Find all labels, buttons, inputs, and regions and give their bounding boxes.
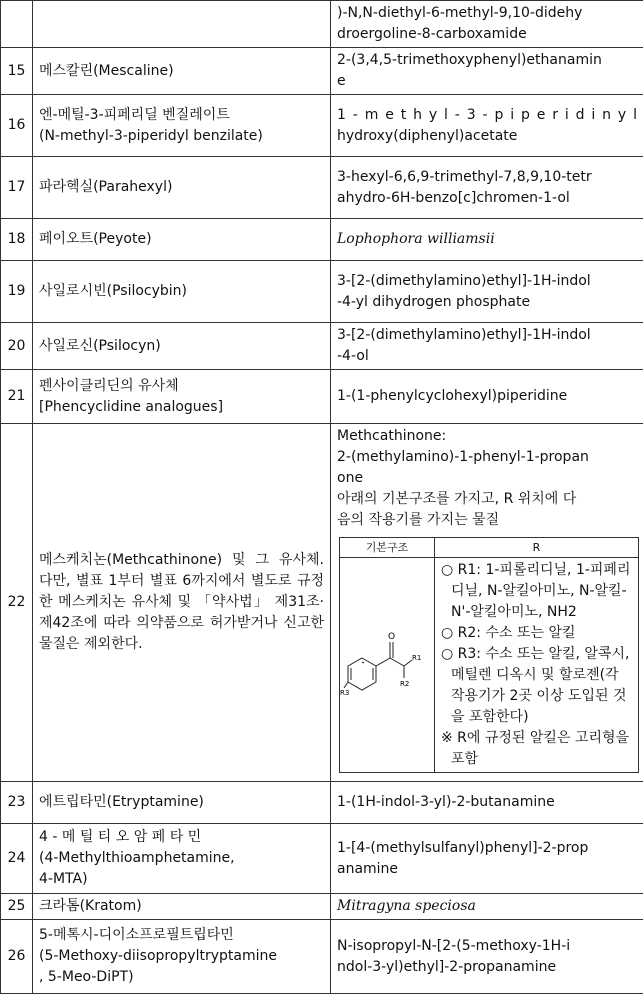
chemical-name [331, 1, 643, 48]
chem-line: 아래의 기본구조를 가지고, R 위치에 다 [337, 489, 637, 510]
row-number: 16 [1, 95, 33, 157]
table-row [1, 782, 643, 824]
korean-name: 페이오트(Peyote) [33, 219, 331, 261]
table-row [1, 219, 643, 261]
table-row [1, 323, 643, 370]
r1-label: R1 [412, 654, 421, 662]
chem-line: 3-hexyl-6,6,9-trimethyl-7,8,9,10-tetr [337, 167, 637, 188]
chemical-name [331, 824, 643, 894]
chem-line: 3-[2-(dimethylamino)ethyl]-1H-indol [337, 325, 637, 346]
chem-line: 음의 작용기를 가지는 물질 [337, 510, 637, 531]
table-row [1, 261, 643, 323]
korean-name: 크라톰(Kratom) [33, 894, 331, 920]
chem-line: 2-(3,4,5-trimethoxyphenyl)ethanamin [337, 50, 637, 71]
r-item: ○ R3: 수소 또는 알킬, 알콕시, 메틸렌 디옥시 및 할로젠(각 작용기가 2곳 이상 도입된 것을 포함한다) [451, 644, 632, 728]
cathinone-structure-image [340, 602, 426, 722]
korean-name: 사일로신(Psilocyn) [33, 323, 331, 370]
table-row [1, 48, 643, 95]
chem-line: Methcathinone: [337, 426, 637, 447]
korean-name: 4 - 메 틸 티 오 암 페 타 민 (4-Methylthioamphetamine, 4-MTA) [33, 824, 331, 894]
table-row [1, 157, 643, 219]
chemical-name [331, 219, 643, 261]
row-number: 22 [1, 424, 33, 782]
korean-name: 5-메톡시-디이소프로필트립타민 (5-Methoxy-diisopropyltryptamine , 5-Meo-DiPT) [33, 920, 331, 994]
chem-line: ahydro-6H-benzo[c]chromen-1-ol [337, 188, 637, 209]
r-header: R [435, 538, 639, 558]
row-number [1, 1, 33, 48]
chemical-name [331, 370, 643, 424]
substructure-table [339, 537, 639, 773]
chem-line: hydroxy(diphenyl)acetate [337, 126, 637, 147]
chemical-name [331, 920, 643, 994]
row-number: 25 [1, 894, 33, 920]
row-number: 20 [1, 323, 33, 370]
base-structure-header: 기본구조 [340, 538, 435, 558]
row-number: 26 [1, 920, 33, 994]
chem-line: -4-ol [337, 346, 637, 367]
r-item: ※ R에 규정된 알킬은 고리형을 포함 [451, 728, 632, 770]
chem-line: droergoline-8-carboxamide [337, 24, 637, 45]
row-number: 19 [1, 261, 33, 323]
base-structure-diagram [340, 558, 435, 773]
chem-line: 1-(1H-indol-3-yl)-2-butanamine [337, 792, 637, 813]
chem-line: 2-(methylamino)-1-phenyl-1-propan [337, 447, 637, 468]
r2-label: R2 [400, 680, 409, 688]
table-row [1, 920, 643, 994]
row-number: 18 [1, 219, 33, 261]
chem-line: Mitragyna speciosa [337, 896, 637, 917]
table-row [1, 370, 643, 424]
table-row [1, 824, 643, 894]
chem-line: e [337, 71, 637, 92]
chem-line: Lophophora williamsii [337, 229, 637, 250]
row-number: 15 [1, 48, 33, 95]
chemical-name [331, 261, 643, 323]
table-row [1, 894, 643, 920]
row-number: 23 [1, 782, 33, 824]
r3-label: R3 [340, 689, 349, 697]
row-number: 24 [1, 824, 33, 894]
row-number: 21 [1, 370, 33, 424]
row-number: 17 [1, 157, 33, 219]
korean-name: 사일로시빈(Psilocybin) [33, 261, 331, 323]
chemical-name [331, 323, 643, 370]
korean-name: 메스케치논(Methcathinone) 및 그 유사체. 다만, 별표 1부터 별표 6까지에서 별도로 규정한 메스케치논 유사체 및 「약사법」 제31조·제42조에 따라 의약품으로 허가받거나 신고한 물질은 제외한다. [33, 424, 331, 782]
korean-name: 메스칼린(Mescaline) [33, 48, 331, 95]
chemical-name [331, 894, 643, 920]
table-row [1, 95, 643, 157]
korean-name: 엔-메틸-3-피페리딜 벤질레이트 (N-methyl-3-piperidyl benzilate) [33, 95, 331, 157]
chem-line: one [337, 468, 637, 489]
chem-line: N-isopropyl-N-[2-(5-methoxy-1H-i [337, 936, 637, 957]
chem-line: 3-[2-(dimethylamino)ethyl]-1H-indol [337, 271, 637, 292]
table-row [1, 424, 643, 782]
korean-name: 펜사이클리딘의 유사체 [Phencyclidine analogues] [33, 370, 331, 424]
chem-line: 1 - m e t h y l - 3 - p i p e r i d i n y l [337, 105, 637, 126]
korean-name: 에트립타민(Etryptamine) [33, 782, 331, 824]
chemical-name [331, 782, 643, 824]
r-item: ○ R1: 1-피롤리디닐, 1-피페리디닐, N-알킬아미노, N-알킬-N'-알킬아미노, NH2 [451, 560, 632, 623]
chem-line: anamine [337, 859, 637, 880]
chem-line: 1-(1-phenylcyclohexyl)piperidine [337, 386, 637, 407]
chemical-name [331, 157, 643, 219]
chem-line: 1-[4-(methylsulfanyl)phenyl]-2-prop [337, 838, 637, 859]
korean-name [33, 1, 331, 48]
r-group-list [435, 558, 639, 773]
table-row [1, 1, 643, 48]
chem-line: )-N,N-diethyl-6-methyl-9,10-didehy [337, 3, 637, 24]
korean-name: 파라헥실(Parahexyl) [33, 157, 331, 219]
chem-line: -4-yl dihydrogen phosphate [337, 292, 637, 313]
chemical-name [331, 48, 643, 95]
chemical-name [331, 424, 643, 782]
r-item: ○ R2: 수소 또는 알킬 [451, 623, 632, 644]
oxygen-label: O [388, 632, 395, 642]
chem-line: ndol-3-yl)ethyl]-2-propanamine [337, 957, 637, 978]
chemical-name [331, 95, 643, 157]
